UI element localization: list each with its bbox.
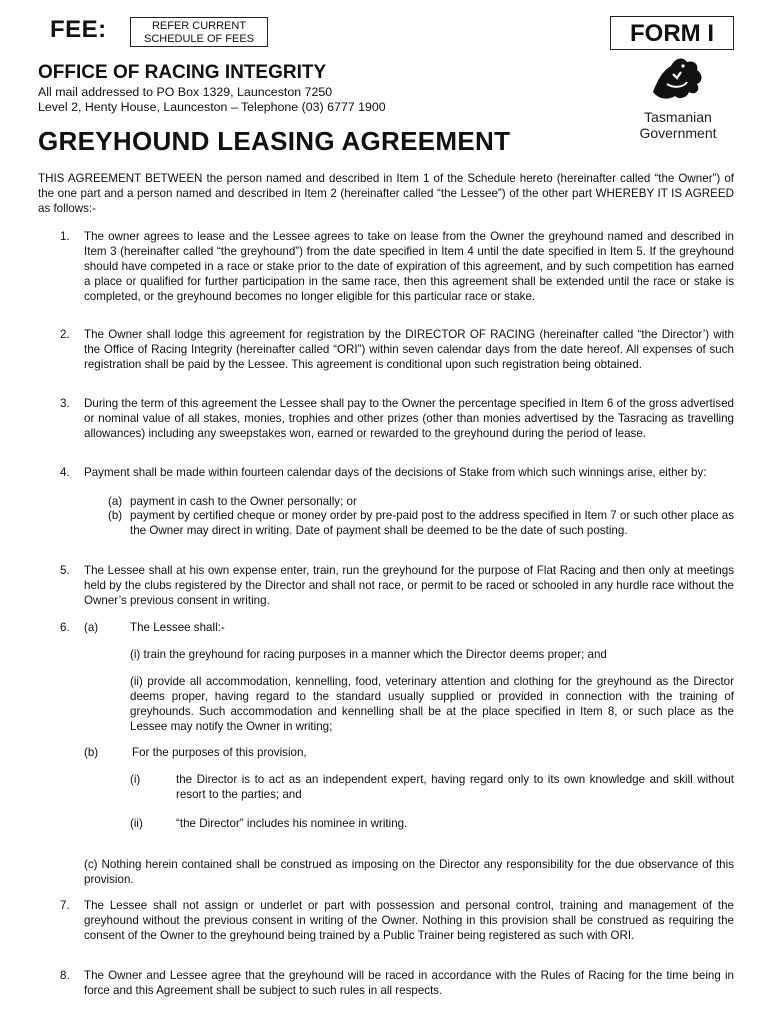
- sub-item-label: (a): [108, 495, 123, 508]
- address-line-2: Level 2, Henty House, Launceston – Telephone (03) 6777 1900: [38, 100, 386, 114]
- fee-reference-box: [130, 17, 268, 47]
- clause-6b-i-label: (i): [130, 773, 141, 786]
- clause-8-text: The Owner and Lessee agree that the greyhound will be raced in accordance with the Rules of Racing for the time being in force and this Agreement shall be subject to such rules in all respects.: [84, 969, 734, 997]
- tasmanian-devil-icon: [643, 52, 713, 104]
- clause-number: 8.: [60, 969, 70, 982]
- clause-1-text: The owner agrees to lease and the Lessee agrees to take on lease from the Owner the greyhound named and described in Item 3 (hereinafter called “the greyhound”) from the date specified in Item 4 until the date specified in Item 5. If the greyhound should have competed in a race or stake prior to the date of expiration of this agreement, and by such competition has earned a place or qualified for further participation in the same race, then this agreement shall be extended until the race or stake is completed, or the greyhound becomes no longer eligible for this particular race or stake.: [84, 230, 734, 303]
- clause-number: 5.: [60, 564, 70, 577]
- clause-6b-ii-label: (ii): [130, 817, 143, 830]
- address-line-1: All mail addressed to PO Box 1329, Launceston 7250: [38, 85, 333, 99]
- intro-paragraph: THIS AGREEMENT BETWEEN the person named and described in Item 1 of the Schedule hereto (hereinafter called “the Owner”) of the one part and a person named and described in Item 2 (hereinafter called “the Lessee”) of the other part WHEREBY IT IS AGREED as follows:-: [38, 172, 734, 215]
- fee-box-line1: REFER CURRENT: [151, 20, 247, 32]
- clause-6a-i-text: (i) train the greyhound for racing purposes in a manner which the Director deems proper; and: [130, 648, 607, 661]
- clause-6b-i-text: the Director is to act as an independent expert, having regard only to its own knowledge and skill without resort to the parties; and: [176, 773, 734, 801]
- clause-6a-text: The Lessee shall:-: [130, 621, 225, 634]
- fee-box-line2: SCHEDULE OF FEES: [143, 33, 255, 45]
- clause-number: 3.: [60, 397, 70, 410]
- clause-6b-label: (b): [84, 746, 99, 759]
- clause-number: 6.: [60, 621, 70, 634]
- clause-4-text: Payment shall be made within fourteen calendar days of the decisions of Stake from which such winnings arise, either by:: [84, 466, 707, 479]
- clause-number: 7.: [60, 899, 70, 912]
- clause-6b-ii-text: “the Director” includes his nominee in writing.: [176, 817, 408, 830]
- sub-item-label: (b): [108, 509, 123, 522]
- clause-6a-ii-text: (ii) provide all accommodation, kennelling, food, veterinary attention and clothing for the greyhound as the Director deems proper, having regard to the standard usually supplied or provided in connection with the training of greyhounds. Such accommodation and kennelling shall be at the place specified in Item 8, or such place as the Lessee may notify the Owner in writing;: [130, 675, 734, 733]
- clause-6b-text: For the purposes of this provision,: [132, 746, 307, 759]
- logo-text-line2: Government: [639, 125, 717, 141]
- fee-label: FEE:: [50, 16, 107, 43]
- clause-number: 4.: [60, 466, 70, 479]
- clause-number: 2.: [60, 328, 70, 341]
- clause-6c-text: (c) Nothing herein contained shall be construed as imposing on the Director any responsibility for the due observance of this provision.: [84, 858, 734, 886]
- clause-4a-text: payment in cash to the Owner personally; or: [130, 495, 357, 508]
- clause-4b-text: payment by certified cheque or money order by pre-paid post to the address specified in Item 7 or such other place as the Owner may direct in writing. Date of payment shall be deemed to be the date of such posting.: [130, 509, 734, 537]
- clause-6a-label: (a): [84, 621, 99, 634]
- logo-text-line1: Tasmanian: [644, 109, 712, 125]
- office-title: OFFICE OF RACING INTEGRITY: [38, 62, 327, 83]
- clause-number: 1.: [60, 230, 70, 243]
- clause-7-text: The Lessee shall not assign or underlet or part with possession and personal control, training and management of the greyhound without the previous consent in writing of the Owner. Nothing in this provision shall be construed as requiring the consent of the Owner to the greyhound being trained by a Public Trainer being registered as such with ORI.: [84, 899, 734, 942]
- form-label-box: FORM I: [610, 16, 734, 50]
- clause-3-text: During the term of this agreement the Lessee shall pay to the Owner the percentage specified in Item 6 of the gross advertised or nominal value of all stakes, monies, trophies and other prizes (other than monies advertised by the Tasracing as travelling allowances) including any sweepstakes won, earned or rewarded to the greyhound during the period of lease.: [84, 397, 734, 440]
- clause-2-text: The Owner shall lodge this agreement for registration by the DIRECTOR OF RACING (hereinafter called “the Director’) with the Office of Racing Integrity (hereinafter called “ORI”) within seven calendar days from the date hereof. All expenses of such registration shall be paid by the Lessee. This agreement is conditional upon such registration being obtained.: [84, 328, 734, 371]
- clause-5-text: The Lessee shall at his own expense enter, train, run the greyhound for the purpose of Flat Racing and then only at meetings held by the clubs registered by the Director and shall not race, or permit to be raced or schooled in any hurdle race without the Owner’s previous consent in writing.: [84, 564, 734, 607]
- tasmanian-government-logo: [614, 52, 742, 141]
- agreement-title: GREYHOUND LEASING AGREEMENT: [38, 126, 511, 156]
